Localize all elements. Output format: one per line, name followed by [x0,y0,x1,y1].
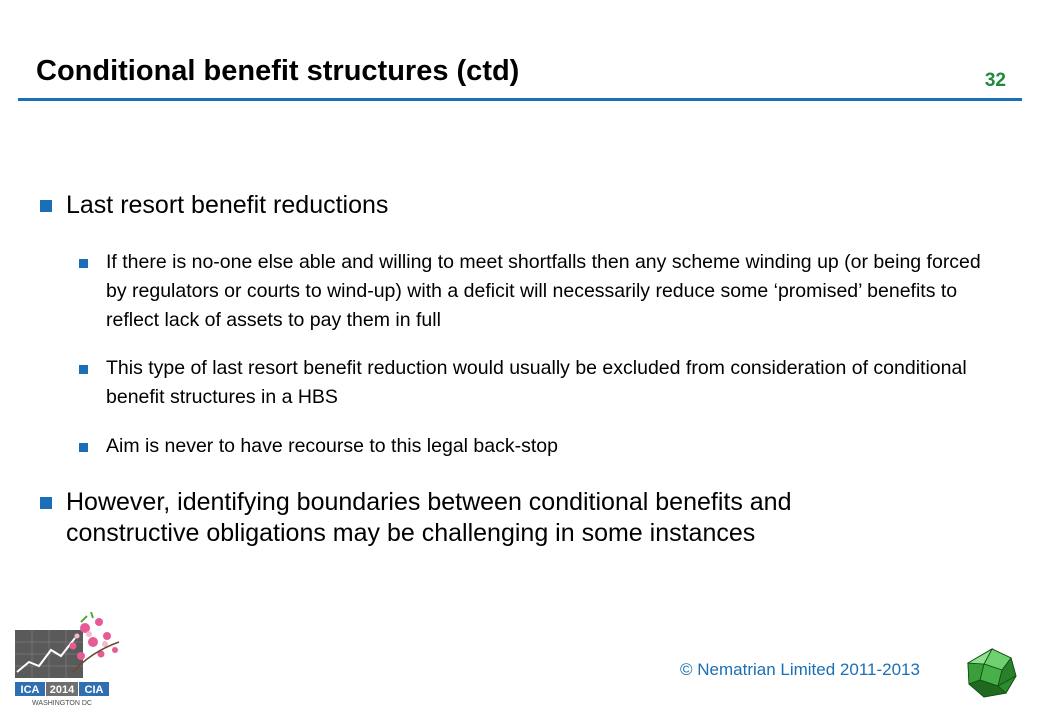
bullet-text: This type of last resort benefit reduction would usually be excluded from consideration of conditional benefit structures in a HBS [106,357,967,408]
bullet-level2-aim [106,432,1006,461]
logo-year-text: 2014 [49,684,75,696]
bullet-square-icon [79,443,88,452]
bullet-text: Aim is never to have recourse to this legal back-stop [106,435,558,457]
bullet-text: However, identifying boundaries between conditional benefits and constructive obligations may be challenging in some instances [66,488,792,547]
title-rule [18,98,1022,101]
bullet-level2-excluded [106,354,1006,412]
bullet-text: Last resort benefit reductions [66,191,389,219]
logo-cia-text: CIA [84,684,104,696]
bullet-level1-last-resort [66,190,388,221]
slide-title: Conditional benefit structures (ctd) [36,55,520,87]
copyright-text: © Nematrian Limited 2011-2013 [680,660,920,679]
logo-location-text: WASHINGTON DC [32,700,92,707]
bullet-square-icon [79,365,88,374]
bullet-level1-boundaries [66,487,886,549]
bullet-square-icon [40,200,52,212]
bullet-square-icon [79,259,88,268]
nematrian-gem-logo [966,648,1018,698]
logo-ica-text: ICA [20,684,40,696]
bullet-level2-winding-up [106,248,1006,335]
ica-2014-logo [15,612,127,708]
bullet-text: If there is no-one else able and willing to meet shortfalls then any scheme winding up (or being forced by regulators or courts to wind-up) with a deficit will necessarily reduce some ‘promised’ benefits to reflect lack of assets to pay them in full [106,251,981,331]
slide-number: 32 [984,70,1006,91]
bullet-square-icon [40,497,52,509]
